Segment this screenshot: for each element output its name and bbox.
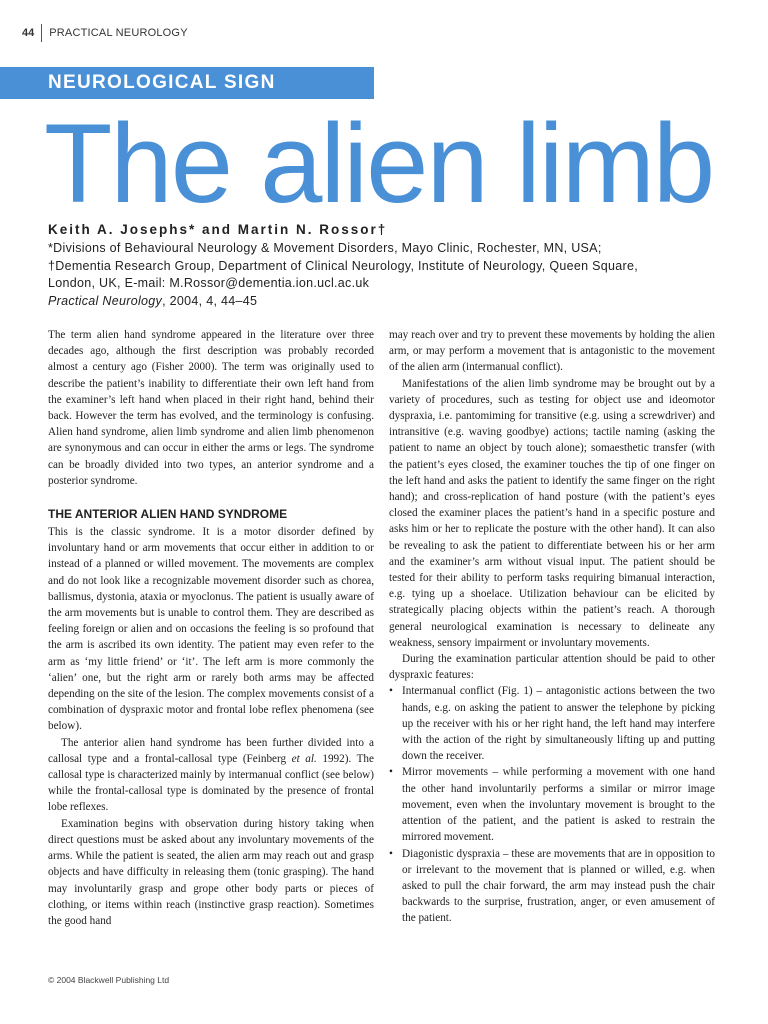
et-al-italic: et al. (291, 752, 317, 765)
running-header (22, 24, 188, 42)
author-affiliations (48, 240, 748, 310)
header-divider (41, 24, 42, 42)
section-heading: THE ANTERIOR ALIEN HAND SYNDROME (48, 507, 288, 522)
list-item: • Intermanual conflict (Fig. 1) – antagonistic actions between the two hands, e.g. on asking the patient to answer the telephone by picking up the receiver with his or her right hand, the left hand may interfere with the action of the right by simultaneously lifting up and putting down the receiver. (389, 683, 715, 764)
list-item: • Diagonistic dyspraxia – these are movements that are in opposition to or irrelevant to the movement that is planned or willed, e.g. when asked to pull the chair forward, the arm may instead push the chair backwards to the surprise, frustration, anger, or even amusement of the patient. (389, 846, 715, 927)
article-citation (48, 293, 748, 311)
article-title: The alien limb (44, 101, 714, 226)
citation-details: , 2004, 4, 44–45 (162, 293, 258, 308)
body-paragraph: During the examination particular attention should be paid to other dyspraxic features: (389, 653, 715, 682)
affiliation-line: *Divisions of Behavioural Neurology & Movement Disorders, Mayo Clinic, Rochester, MN, USA; (48, 241, 602, 255)
affiliation-line: London, UK, E-mail: M.Rossor@dementia.ion.ucl.ac.uk (48, 276, 370, 290)
affiliation-line: †Dementia Research Group, Department of Clinical Neurology, Institute of Neurology, Queen Square, (48, 258, 639, 273)
list-item: • Mirror movements – while performing a movement with one hand the other hand involuntarily performs a similar or mirror image movement, even when the involuntary movement is brought to the attention of the patient, and the patient is asked to restrain the mirrored movement. (389, 764, 715, 845)
citation-journal: Practical Neurology (48, 293, 163, 308)
copyright-footer: © 2004 Blackwell Publishing Ltd (48, 975, 170, 985)
dyspraxic-features-list (389, 683, 715, 926)
section-banner-label: NEUROLOGICAL SIGN (48, 72, 276, 93)
intro-paragraph: The term alien hand syndrome appeared in the literature over three decades ago, although the first description was probably recorded almost a century ago (Fisher 2000). The term was originally used to describe the patient’s inability to differentiate their own left hand from the examiner’s left hand when placed in their right hand, behind their back. However the term has evolved, and the terminology is confusing. Alien hand syndrome, alien limb syndrome and alien limb phenomenon are synonymous and can occur in either the arms or legs. The syndrome can be broadly divided into two types, an anterior syndrome and a posterior syndrome. (48, 329, 374, 487)
body-column-right (389, 327, 715, 927)
article-authors: Keith A. Josephs* and Martin N. Rossor† (48, 222, 388, 237)
page-number: 44 (22, 27, 35, 39)
section-banner (0, 67, 374, 99)
body-paragraph: This is the classic syndrome. It is a motor disorder defined by involuntary hand or arm movements that occur either in addition to or instead of a planned or willed movement. The movements are complex and do not look like a recognizable movement disorder such as chorea, ballismus, dystonia, ataxia or myoclonus. The patient is usually aware of the arm movements but is unable to control them. They are described as feeling foreign or alien and on occasions the feeling is so profound that the arm is ascribed its own identity. The patient may even refer to the arm as ‘my little friend’ or ‘it’. The left arm is more commonly the ‘alien’ one, but the right arm or rarely both arms may be affected depending on the site of the lesion. The complex movements consist of a combination of dyspraxic motor and frontal lobe reflex phenomena (see below). (48, 526, 374, 733)
body-column-left (48, 327, 374, 929)
text-run: The anterior alien hand syndrome has been further divided into a callosal type and a frontal-callosal type (Feinberg (48, 736, 374, 765)
body-paragraph: may reach over and try to prevent these movements by holding the alien arm, or may perform a movement that is antagonistic to the movement of the alien arm (intermanual conflict). (389, 329, 715, 374)
body-paragraph: Examination begins with observation during history taking when direct questions must be asked about any involuntary movements of the arms. While the patient is seated, the alien arm may reach out and grasp objects and have difficulty in releasing them (tonic grasping). The hand may involuntarily grasp and grope other body parts or pieces of clothing, or items within reach (instinctive grasp reaction). Sometimes the good hand (48, 817, 374, 927)
body-paragraph: Manifestations of the alien limb syndrome may be brought out by a variety of procedures, such as testing for object use and ideomotor dyspraxia, i.e. pantomiming for transitive (e.g. using a screwdriver) and intransitive (e.g. waving goodbye) actions; tactile naming (asking the patient to name an object by touch alone); somaesthetic transfer (with the patient’s eyes closed, the examiner touches the tip of one finger on the left hand and asks the patient to identify the same finger on the right hand); and cross-replication of hand posture (with the patient’s eyes closed the examiner places the patient’s hand in a specific posture and asks him or her to replicate the posture with the other hand). It can also be revealing to ask the patient to differentiate between his or her arm and the examiner’s arm without visual input. The patient should be tested for their ability to perform tasks requiring bimanual interaction, e.g. tying up a shoelace. Utilization behaviour can be elicited by strategically placing objects within the patient’s reach. A thorough general neurological examination is necessary to delineate any weakness, sensory impairment or involuntary movements. (389, 377, 715, 649)
journal-name: PRACTICAL NEUROLOGY (49, 27, 188, 39)
body-paragraph (48, 735, 374, 816)
text-run: 1992). The callosal type is characterized mainly by intermanual conflict (see below) while the frontal-callosal type is dominated by the presence of frontal lobe reflexes. (48, 752, 374, 814)
